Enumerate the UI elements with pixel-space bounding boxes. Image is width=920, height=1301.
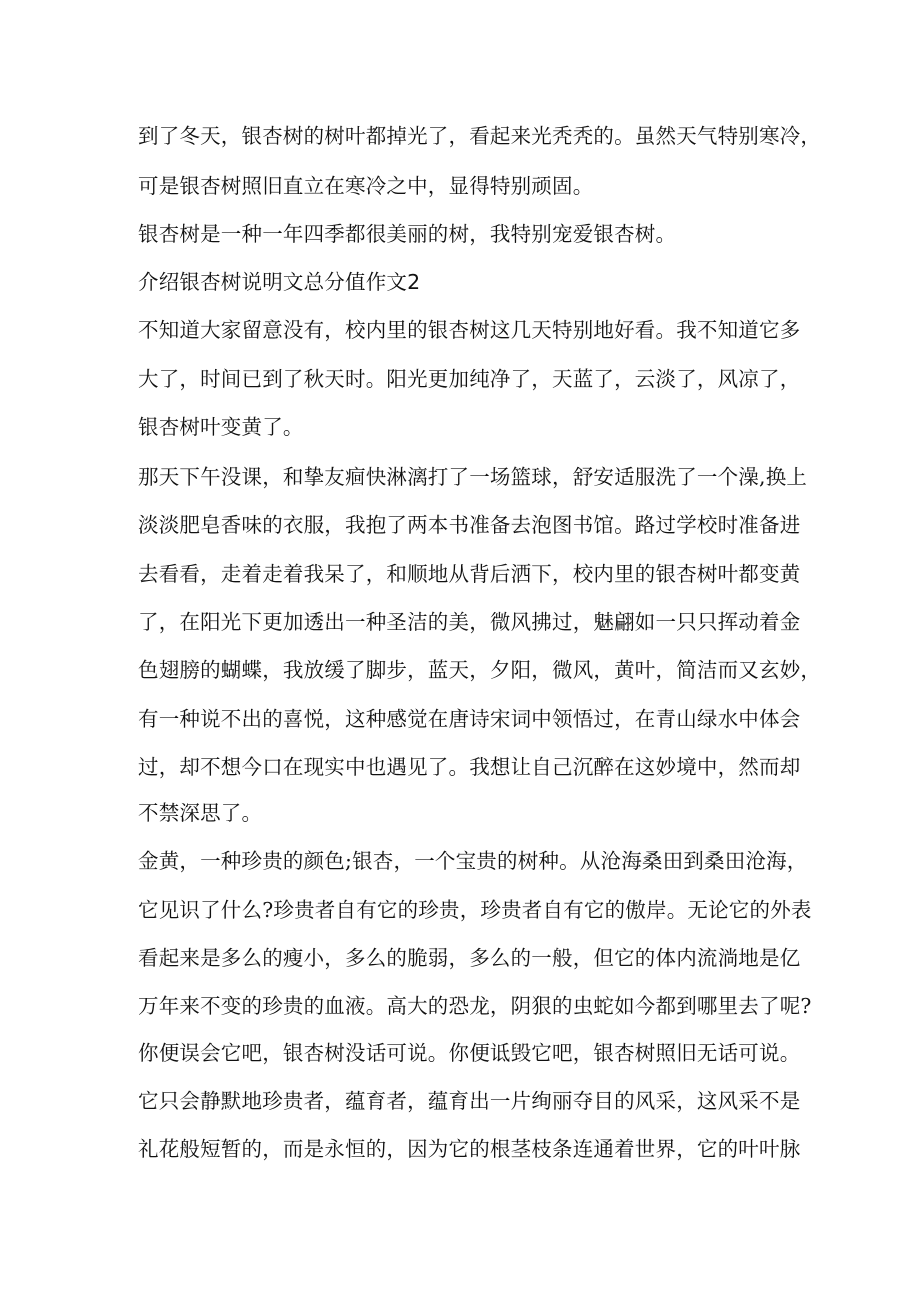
paragraph-line: 了，在阳光下更加透出一种圣洁的美，微风拂过，魅翩如一只只挥动着金: [138, 610, 801, 634]
paragraph-line: 银杏树叶变黄了。: [138, 415, 304, 439]
paragraph-line: 不禁深思了。: [138, 801, 263, 825]
paragraph-line: 淡淡肥皂香味的衣服，我抱了两本书准备去泡图书馆。路过学校时准备进: [138, 513, 801, 537]
paragraph-line: 你便误会它吧，银杏树没话可说。你便诋毁它吧，银杏树照旧无话可说。: [138, 1041, 801, 1065]
paragraph-line: 银杏树是一种一年四季都很美丽的树，我特别宠爱银杏树。: [138, 222, 677, 246]
paragraph-line: 万年来不变的珍贵的血液。高大的恐龙，阴狠的虫蛇如今都到哪里去了呢?: [138, 994, 812, 1018]
paragraph-line: 礼花般短暂的，而是永恒的，因为它的根茎枝条连通着世界，它的叶叶脉: [138, 1137, 801, 1161]
paragraph-line: 看起来是多么的瘦小，多么的脆弱，多么的一般，但它的体内流淌地是亿: [138, 946, 801, 970]
paragraph-line: 它见识了什么?珍贵者自有它的珍贵，珍贵者自有它的傲岸。无论它的外表: [138, 898, 812, 922]
paragraph-line: 到了冬天，银杏树的树叶都掉光了，看起来光秃秃的。虽然天气特别寒冷，: [138, 124, 822, 148]
paragraph-line: 不知道大家留意没有，校内里的银杏树这几天特别地好看。我不知道它多: [138, 318, 801, 342]
paragraph-line: 可是银杏树照旧直立在寒冷之中，显得特别顽固。: [138, 174, 594, 198]
paragraph-line: 有一种说不出的喜悦，这种感觉在唐诗宋词中领悟过，在青山绿水中体会: [138, 707, 801, 731]
paragraph-line: 色翅膀的蝴蝶，我放缓了脚步，蓝天，夕阳，微风，黄叶，简洁而又玄妙，: [138, 658, 822, 682]
section-heading: 介绍银杏树说明文总分值作文2: [138, 270, 421, 294]
paragraph-line: 大了，时间已到了秋天时。阳光更加纯净了，天蓝了，云淡了，风凉了，: [138, 367, 801, 391]
paragraph-line: 去看看，走着走着我呆了，和顺地从背后洒下，校内里的银杏树叶都变黄: [138, 562, 801, 586]
paragraph-line: 过，却不想今口在现实中也遇见了。我想让自己沉醉在这妙境中，然而却: [138, 755, 801, 779]
paragraph-line: 那天下午没课，和挚友痐快淋漓打了一场篮球，舒安适服洗了一个澡,换上: [138, 465, 808, 489]
paragraph-line: 它只会静默地珍贵者，蕴育者，蕴育出一片绚丽夺目的风采，这风采不是: [138, 1089, 801, 1113]
paragraph-line: 金黄，一种珍贵的颜色;银杏，一个宝贵的树种。从沧海桑田到桑田沧海，: [138, 849, 808, 873]
